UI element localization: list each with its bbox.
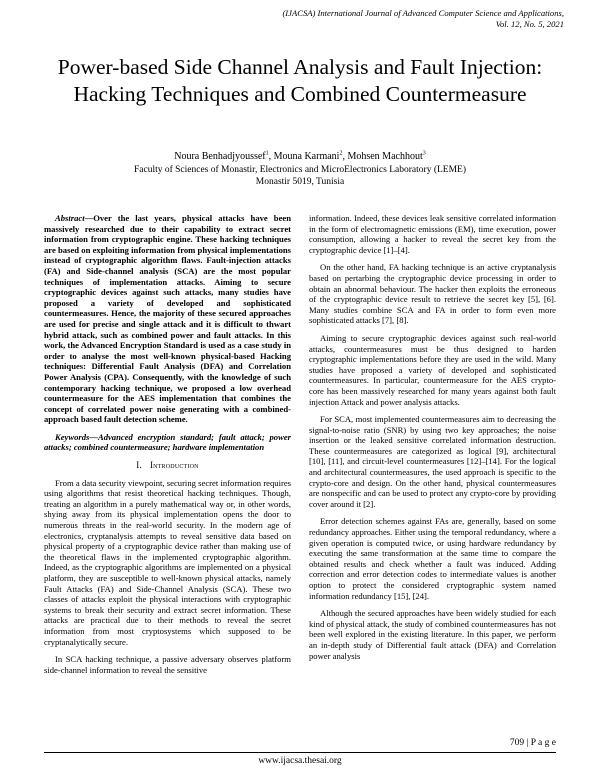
author-affiliation-mark: 1 <box>265 150 269 157</box>
body-paragraph: Aiming to secure cryptographic devices against such real-world attacks, countermeasures must be thus designed to harden cryptographic implementations before they are used in the wild. Many studies have proposed a variety of developed and sophisticated countermeasures. In particular, countermeasure for the AES crypto-core has been massively researched for many years against both fault injection Attack and power analysis attacks. <box>309 332 556 407</box>
footer-divider <box>44 752 556 753</box>
section-heading <box>44 460 291 471</box>
right-column <box>309 213 556 668</box>
author-name: Mouna Karmani <box>273 151 340 162</box>
abstract-text: —Over the last years, physical attacks have been massively researched due to their capability to extract secret information from cryptographic engine. These hacking techniques are based on exploiting information from physical implementations instead of cryptographic algorithm flaws. Fault-injection attacks (FA) and Side-channel analysis (SCA) are the most popular techniques of implementation attacks. Aiming to secure cryptographic devices against such attacks, many studies have proposed a variety of developed and sophisticated countermeasures. Hence, the majority of these secured approaches are used for precise and single attack and it is difficult to thwart hybrid attack, such as combined power and fault attacks. In this work, the Advanced Encryption Standard is used as a case study in order to analyse the most well-known physical-based Hacking techniques: Differential Fault Analysis (DFA) and Correlation Power Analysis (CPA). Consequently, with the knowledge of such contemporary hacking technique, we proposed a low overhead countermeasure for the AES implementation that combines the concept of correlated power noise generating with a combined-approach based fault detection scheme. <box>44 213 291 425</box>
journal-header <box>204 8 564 30</box>
body-paragraph: In SCA hacking technique, a passive adversary observes platform side-channel information to reveal the sensitive <box>44 654 291 675</box>
author-affiliation-mark: 2 <box>339 150 343 157</box>
body-paragraph: Although the secured approaches have been widely studied for each kind of physical attack, the study of combined countermeasures has not been well explored in the existing literature. In this paper, we perform an in-depth study of Differential fault attack (DFA) and Correlation power analysis <box>309 608 556 661</box>
author-separator: , <box>342 151 348 162</box>
author-list <box>40 150 560 163</box>
affiliation <box>40 164 560 188</box>
page-number: 709 | P a g e <box>509 738 556 748</box>
journal-name: (IJACSA) International Journal of Advanced Computer Science and Applications, <box>282 8 564 18</box>
journal-website: www.ijacsa.thesai.org <box>258 756 342 766</box>
left-column <box>44 213 291 682</box>
body-paragraph: information. Indeed, these devices leak sensitive correlated information in the form of electromagnetic emissions (EM), time execution, power consumption, allowing a hacker to reveal the secret key from the cryptographic device [1]–[4]. <box>309 213 556 255</box>
keywords-label: Keywords <box>55 431 90 442</box>
keywords <box>44 432 291 453</box>
affiliation-line: Faculty of Sciences of Monastir, Electronics and MicroElectronics Laboratory (LEME) <box>133 165 466 175</box>
abstract <box>44 213 291 425</box>
abstract-label: Abstract <box>55 213 85 223</box>
journal-volume: Vol. 12, No. 5, 2021 <box>495 19 564 29</box>
body-paragraph: Error detection schemes against FAs are, generally, based on some redundancy approaches. Either using the temporal redundancy, where a given operation is computed twice, or using hardware redundancy by executing the same transformation at the same time to compare the obtained results and check whether a fault was induced. Adding correction and error detection codes to intermediate values is another option to protect the considered cryptographic system named information redundancy [15], [24]. <box>309 516 556 601</box>
keywords-text: —Advanced encryption standard; fault attack; power attacks; combined countermeasure; hardware implementation <box>44 431 291 453</box>
author-separator: , <box>268 151 274 162</box>
author-name: Mohsen Machhout <box>347 151 423 162</box>
body-paragraph: On the other hand, FA hacking technique is an active cryptanalysis based on pertarbing the cryptographic device processing in order to obtain an abnormal behaviour. The hacker then exploits the erroneous of the cryptographic device result to retrieve the secret key [5], [6]. Many studies combine SCA and FA in order to form even more sophisticated attacks [7], [8]. <box>309 262 556 326</box>
section-title: Introduction <box>149 460 199 471</box>
paper-title: Power-based Side Channel Analysis and Fault Injection: Hacking Techniques and Combined Countermeasure <box>57 55 543 106</box>
author-name: Noura Benhadjyoussef <box>174 151 266 162</box>
section-number: I. <box>136 460 142 471</box>
affiliation-line: Monastir 5019, Tunisia <box>255 177 345 187</box>
body-paragraph: For SCA, most implemented countermeasures aim to decreasing the signal-to-noise ratio (SNR) by using two key approaches; the noise insertion or the leaked sensitive correlated information destruction. These countermeasures are categorized as logical [9], architectural [10], [11], and circuit-level countermeasures [12]–[14]. For the logical and architectural countermeasures, the used approach is specific to the crypto-core and design. On the other hand, physical countermeasures are nonspecific and can be used to protect any crypto-core by providing cover around it [2]. <box>309 414 556 509</box>
body-paragraph: From a data security viewpoint, securing secret information requires using algorithms that resist theoretical hacking techniques. Though, treating an algorithm in a purely mathematical way or, in other words, shying away from its physical implementation opens the door to numerous threats in the real-world security. In the modern age of electronics, cryptanalysis attempts to reveal sensitive data based on physical property of a cryptographic device rather than making use of the theoretical flaws in the implemented cryptographic algorithm. Indeed, as the cryptographic algorithms are implemented on a physical platform, they are susceptible to well-known physical attacks, namely Fault Attacks (FA) and Side-Channel Analysis (SCA). These two classes of attacks exploit the physical interactions with cryptographic systems to break their security and extract secret information. These attacks are practical due to their methods to reveal the secret information from most cryptosystems which supposed to be cryptanalytically secure. <box>44 477 291 647</box>
author-affiliation-mark: 3 <box>422 150 426 157</box>
